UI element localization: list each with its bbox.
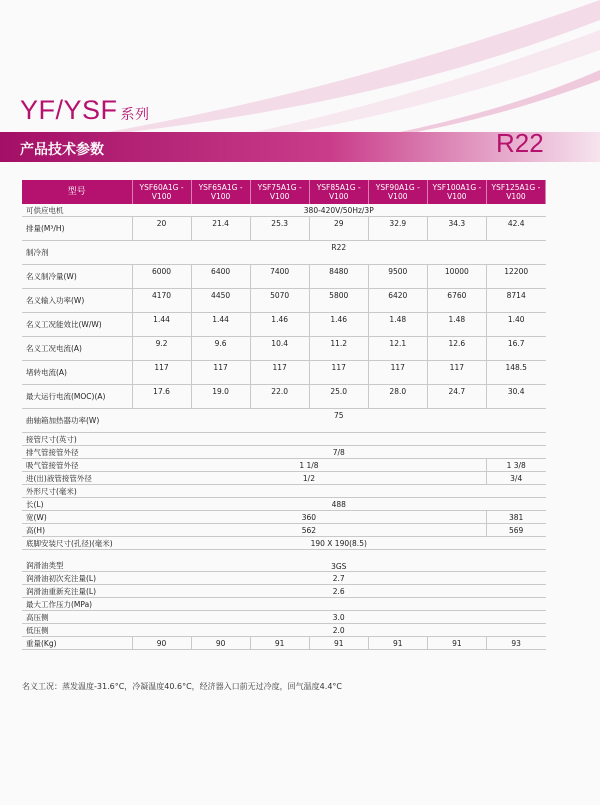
- table-row: [22, 361, 546, 385]
- cell: 6420: [368, 289, 427, 313]
- rating-conditions-note: 名义工况：蒸发温度-31.6°C，冷凝温度40.6°C，经济器入口前无过冷度，回气温度4.4°C: [22, 682, 342, 691]
- cell: 1 3/8: [486, 459, 545, 472]
- table-row: [22, 524, 546, 537]
- table-row: [22, 585, 546, 598]
- cell: 10000: [427, 265, 486, 289]
- page-title: YF/YSF 系列: [20, 95, 150, 125]
- row-label: 制冷剂: [22, 241, 132, 265]
- table-row: [22, 485, 546, 498]
- row-value: 360: [132, 511, 486, 524]
- cell: 10.4: [250, 337, 309, 361]
- row-value: 190 X 190(8.5): [132, 537, 546, 550]
- row-label: 进(出)液管接管外径: [22, 472, 132, 485]
- cell: 42.4: [486, 217, 545, 241]
- cell: 1.48: [427, 313, 486, 337]
- cell: 1.44: [191, 313, 250, 337]
- row-label: 润滑油类型: [22, 550, 132, 572]
- row-value: 7/8: [132, 446, 546, 459]
- cell: 91: [250, 637, 309, 650]
- cell: 12.1: [368, 337, 427, 361]
- section-title: 产品技术参数: [20, 142, 104, 158]
- cell: 24.7: [427, 385, 486, 409]
- row-label: 高压侧: [22, 611, 132, 624]
- table-row: [22, 409, 546, 433]
- cell: 29: [309, 217, 368, 241]
- row-label: 润滑油初次充注量(L): [22, 572, 132, 585]
- cell: 1.48: [368, 313, 427, 337]
- row-label: 可供应电机: [22, 204, 132, 217]
- cell: 117: [191, 361, 250, 385]
- cell: 381: [486, 511, 545, 524]
- refrigerant-badge: R22: [496, 128, 544, 158]
- cell: 28.0: [368, 385, 427, 409]
- row-label: 宽(W): [22, 511, 132, 524]
- row-label: 吸气管接管外径: [22, 459, 132, 472]
- cell: 21.4: [191, 217, 250, 241]
- table-row: [22, 637, 546, 650]
- row-value: 380-420V/50Hz/3P: [132, 204, 546, 217]
- row-value: 3GS: [132, 550, 546, 572]
- cell: 1.44: [132, 313, 191, 337]
- model-col: YSF75A1G -V100: [250, 180, 309, 204]
- cell: 6000: [132, 265, 191, 289]
- row-label: 名义输入功率(W): [22, 289, 132, 313]
- table-row: [22, 204, 546, 217]
- table-row: [22, 472, 546, 485]
- row-label: 接管尺寸(英寸): [22, 433, 132, 446]
- cell: 3/4: [486, 472, 545, 485]
- cell: 93: [486, 637, 545, 650]
- row-label: 低压侧: [22, 624, 132, 637]
- cell: 8714: [486, 289, 545, 313]
- table-row: [22, 217, 546, 241]
- table-row: [22, 337, 546, 361]
- row-label: 曲轴箱加热器功率(W): [22, 409, 132, 433]
- table-row: [22, 498, 546, 511]
- cell: 91: [368, 637, 427, 650]
- cell: 117: [250, 361, 309, 385]
- cell: 148.5: [486, 361, 545, 385]
- cell: 5070: [250, 289, 309, 313]
- model-col: YSF90A1G -V100: [368, 180, 427, 204]
- table-row: [22, 598, 546, 611]
- row-label: 排量(M³/H): [22, 217, 132, 241]
- model-col: YSF65A1G -V100: [191, 180, 250, 204]
- cell: 12200: [486, 265, 545, 289]
- row-value: 75: [132, 409, 546, 433]
- table-row: [22, 572, 546, 585]
- row-label: 最大运行电流(MOC)(A): [22, 385, 132, 409]
- cell: 25.3: [250, 217, 309, 241]
- spec-table: [22, 180, 546, 650]
- table-header-row: [22, 180, 546, 204]
- table-row: [22, 265, 546, 289]
- row-label: 重量(Kg): [22, 637, 132, 650]
- row-label: 底脚安装尺寸(孔径)(毫米): [22, 537, 132, 550]
- cell: 8480: [309, 265, 368, 289]
- table-row: [22, 459, 546, 472]
- cell: 20: [132, 217, 191, 241]
- cell: 30.4: [486, 385, 545, 409]
- row-label: 排气管接管外径: [22, 446, 132, 459]
- cell: 19.0: [191, 385, 250, 409]
- cell: 6760: [427, 289, 486, 313]
- series-label: 系列: [120, 107, 150, 123]
- cell: 117: [132, 361, 191, 385]
- cell: 9.2: [132, 337, 191, 361]
- row-label: 长(L): [22, 498, 132, 511]
- row-value: 1 1/8: [132, 459, 486, 472]
- cell: 16.7: [486, 337, 545, 361]
- row-value: 2.0: [132, 624, 546, 637]
- cell: 12.6: [427, 337, 486, 361]
- row-label: 高(H): [22, 524, 132, 537]
- row-label: 润滑油重新充注量(L): [22, 585, 132, 598]
- cell: 32.9: [368, 217, 427, 241]
- cell: 11.2: [309, 337, 368, 361]
- cell: 569: [486, 524, 545, 537]
- table-row: [22, 550, 546, 572]
- cell: 117: [368, 361, 427, 385]
- table-row: [22, 313, 546, 337]
- row-value: R22: [132, 241, 546, 265]
- model-col: YSF100A1G -V100: [427, 180, 486, 204]
- model-col: YSF125A1G -V100: [486, 180, 545, 204]
- cell: 91: [427, 637, 486, 650]
- row-label: 堵转电流(A): [22, 361, 132, 385]
- row-value: 2.7: [132, 572, 546, 585]
- table-row: [22, 289, 546, 313]
- cell: 4450: [191, 289, 250, 313]
- table-row: [22, 537, 546, 550]
- model-header: 型号: [22, 180, 132, 204]
- row-value: 488: [132, 498, 546, 511]
- row-value: 1/2: [132, 472, 486, 485]
- table-row: [22, 446, 546, 459]
- row-label: 名义制冷量(W): [22, 265, 132, 289]
- model-col: YSF60A1G -V100: [132, 180, 191, 204]
- row-label: 外形尺寸(毫米): [22, 485, 132, 498]
- cell: 9500: [368, 265, 427, 289]
- cell: 22.0: [250, 385, 309, 409]
- cell: 1.40: [486, 313, 545, 337]
- model-col: YSF85A1G -V100: [309, 180, 368, 204]
- cell: 5800: [309, 289, 368, 313]
- cell: 90: [191, 637, 250, 650]
- row-label: 最大工作压力(MPa): [22, 598, 132, 611]
- table-row: [22, 241, 546, 265]
- cell: 1.46: [309, 313, 368, 337]
- table-row: [22, 433, 546, 446]
- row-label: 名义工况电流(A): [22, 337, 132, 361]
- cell: 17.6: [132, 385, 191, 409]
- cell: 25.0: [309, 385, 368, 409]
- cell: 6400: [191, 265, 250, 289]
- row-value: 562: [132, 524, 486, 537]
- cell: 4170: [132, 289, 191, 313]
- cell: 117: [427, 361, 486, 385]
- cell: 91: [309, 637, 368, 650]
- cell: 9.6: [191, 337, 250, 361]
- cell: 90: [132, 637, 191, 650]
- cell: 7400: [250, 265, 309, 289]
- table-row: [22, 385, 546, 409]
- row-value: 2.6: [132, 585, 546, 598]
- cell: 1.46: [250, 313, 309, 337]
- row-label: 名义工况能效比(W/W): [22, 313, 132, 337]
- table-row: [22, 611, 546, 624]
- table-row: [22, 511, 546, 524]
- cell: 117: [309, 361, 368, 385]
- cell: 34.3: [427, 217, 486, 241]
- table-row: [22, 624, 546, 637]
- row-value: 3.0: [132, 611, 546, 624]
